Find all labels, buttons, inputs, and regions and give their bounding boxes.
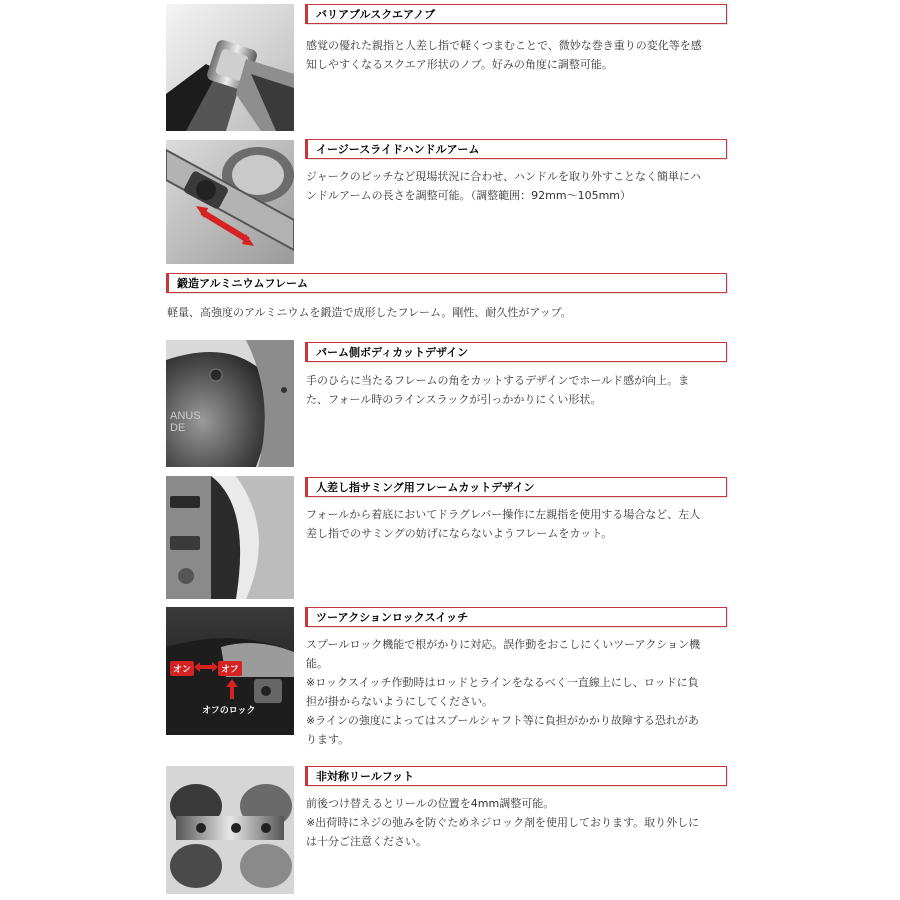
feature-description xyxy=(306,794,736,851)
heading-text: ツーアクションロックスイッチ xyxy=(316,611,469,624)
description-line: 前後つけ替えるとリールの位置を4mm調整可能。 xyxy=(306,797,555,810)
lock-off-label: オフ xyxy=(218,661,242,676)
feature-description xyxy=(306,505,736,543)
heading-text: 人差し指サミング用フレームカットデザイン xyxy=(316,481,535,494)
heading-text: 非対称リールフット xyxy=(316,770,415,783)
heading-text: イージースライドハンドルアーム xyxy=(316,143,480,156)
description-line: ります。 xyxy=(306,733,350,746)
description-line: ジャークのピッチなど現場状況に合わせ、ハンドルを取り外すことなく簡単にハ xyxy=(306,170,702,183)
description-line: ※出荷時にネジの弛みを防ぐためネジロック剤を使用しております。取り外しに xyxy=(306,816,700,829)
heading-text: パーム側ボディカットデザイン xyxy=(316,346,469,359)
heading-text: バリアブルスクエアノブ xyxy=(316,8,436,21)
description-line: ※ラインの強度によってはスプールシャフト等に負担がかかり故障する恐れがあ xyxy=(306,714,699,727)
feature-heading xyxy=(305,342,727,362)
square-knob-illustration xyxy=(166,4,294,131)
description-line: 担が掛からないようにしてください。 xyxy=(306,695,493,708)
description-line: フォールから着底においてドラグレバー操作に左親指を使用する場合など、左人 xyxy=(306,508,701,521)
palm-photo-brand-text: ANUS DE xyxy=(170,410,201,434)
description-line: 軽量、高強度のアルミニウムを鍛造で成形したフレーム。剛性、耐久性がアップ。 xyxy=(167,306,572,319)
feature-description xyxy=(306,371,736,409)
description-line: ンドルアームの長さを調整可能。（調整範囲：92mm～105mm） xyxy=(306,189,632,202)
feature-description xyxy=(306,635,736,749)
feature-heading xyxy=(305,477,727,497)
description-line: 知しやすくなるスクエア形状のノブ。好みの角度に調整可能。 xyxy=(306,58,613,71)
heading-text: 鍛造アルミニウムフレーム xyxy=(177,277,309,290)
feature-description xyxy=(306,36,736,74)
description-line: スプールロック機能で根がかりに対応。誤作動をおこしにくいツーアクション機 xyxy=(306,638,701,651)
palm-body-photo xyxy=(166,340,294,467)
lock-off-lock-label: オフのロック xyxy=(202,706,256,716)
feature-heading xyxy=(305,4,727,24)
description-line: た、フォール時のラインスラックが引っかかりにくい形状。 xyxy=(306,393,602,406)
feature-heading xyxy=(305,607,727,627)
description-line: 能。 xyxy=(306,657,328,670)
square-knob-photo xyxy=(166,4,294,131)
description-line: は十分ご注意ください。 xyxy=(306,835,427,848)
description-line: 手のひらに当たるフレームの角をカットするデザインでホールド感が向上。ま xyxy=(306,374,690,387)
thumbing-frame-photo xyxy=(166,476,294,599)
lock-switch-photo xyxy=(166,607,294,735)
handle-arm-photo xyxy=(166,140,294,264)
feature-heading xyxy=(305,139,727,159)
lock-on-label: オン xyxy=(170,661,194,676)
feature-heading xyxy=(305,766,727,786)
description-line: 差し指でのサミングの妨げにならないようフレームをカット。 xyxy=(306,527,613,540)
description-line: ※ロックスイッチ作動時はロッドとラインをなるべく一直線上にし、ロッドに負 xyxy=(306,676,699,689)
handle-arm-illustration xyxy=(166,140,294,264)
palm-body-illustration xyxy=(166,340,294,467)
feature-heading xyxy=(166,273,727,293)
feature-description xyxy=(167,303,727,322)
reel-foot-illustration xyxy=(166,766,294,894)
thumbing-frame-illustration xyxy=(166,476,294,599)
feature-description xyxy=(306,167,736,205)
reel-foot-photo xyxy=(166,766,294,894)
description-line: 感覚の優れた親指と人差し指で軽くつまむことで、微妙な巻き重りの変化等を感 xyxy=(306,39,702,52)
